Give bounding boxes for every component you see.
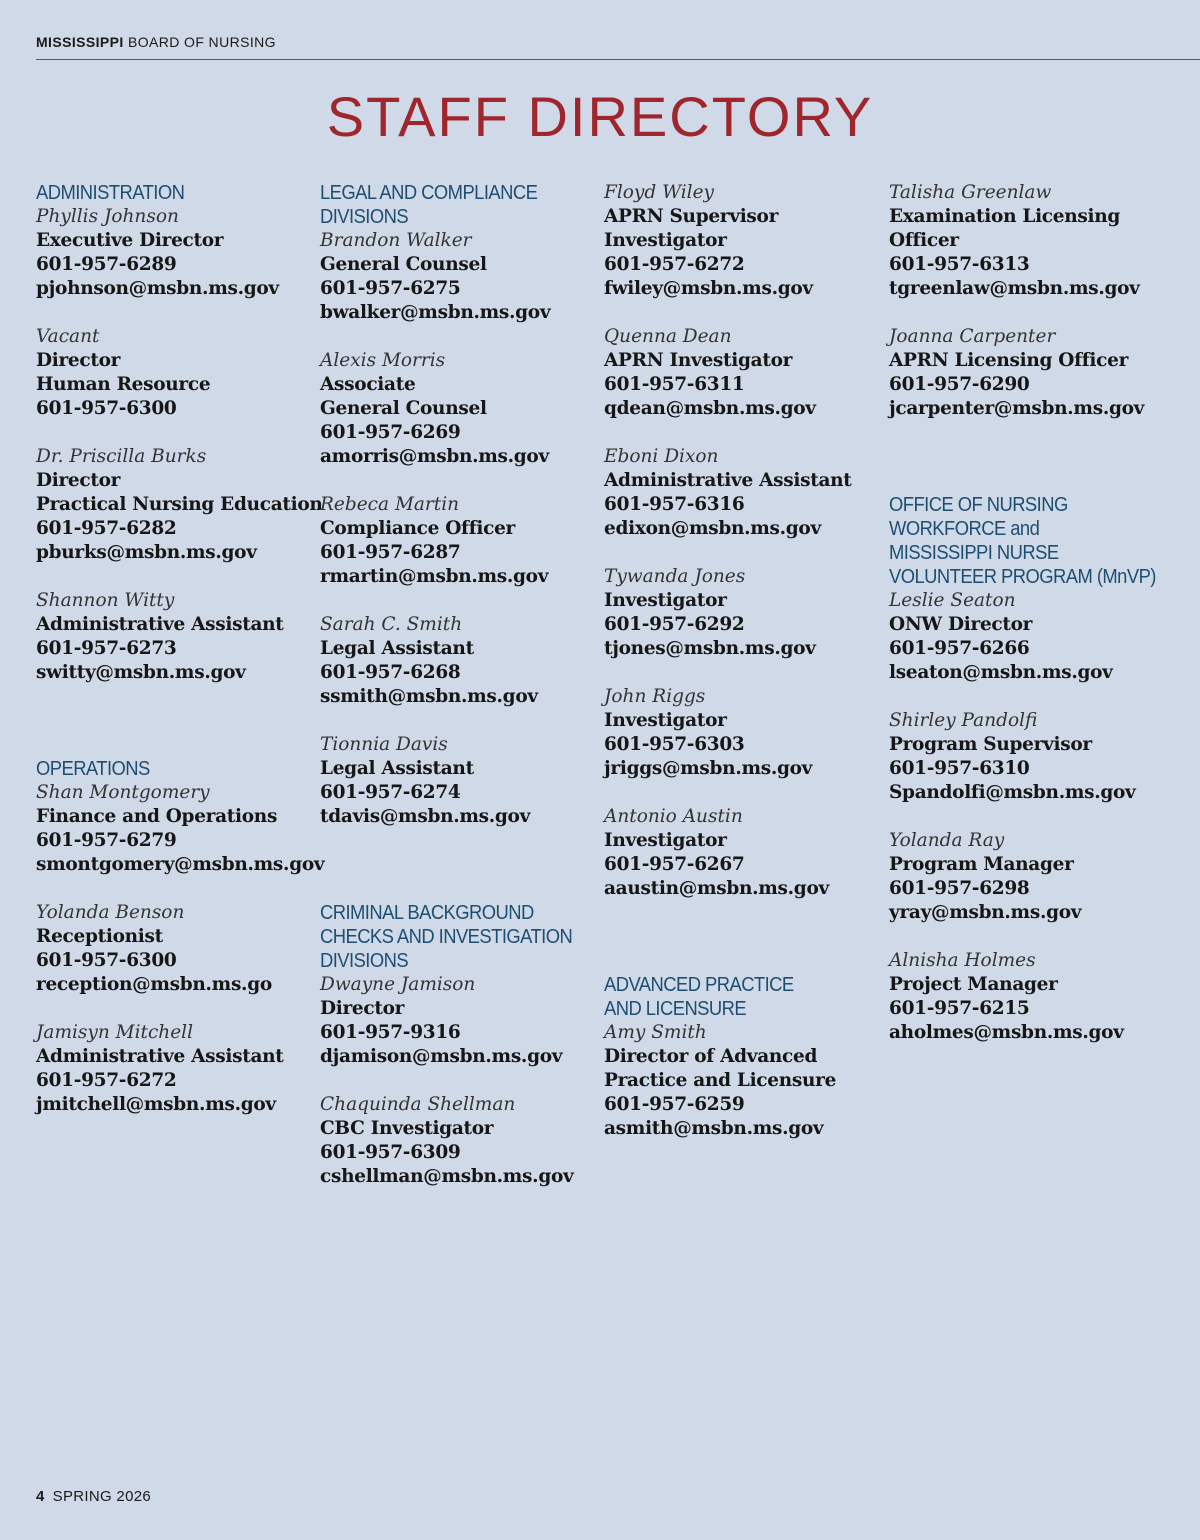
staff-phone: 601-957-6309 (320, 1142, 461, 1163)
staff-name: Yolanda Ray (889, 830, 1005, 851)
staff-name: Quenna Dean (604, 326, 732, 347)
staff-entry (604, 685, 894, 781)
directory-column-4 (889, 181, 1189, 1069)
staff-email-link[interactable]: cshellman@msbn.ms.gov (320, 1166, 574, 1187)
staff-title: Practical Nursing Education (36, 494, 323, 515)
staff-name: Leslie Seaton (889, 590, 1016, 611)
staff-email-link[interactable]: amorris@msbn.ms.gov (320, 446, 549, 467)
staff-title: Director (320, 998, 405, 1019)
staff-entry (889, 589, 1189, 685)
staff-title: Investigator (604, 590, 727, 611)
header-subtitle: BOARD OF NURSING (127, 34, 276, 50)
section-heading: ADMINISTRATION (36, 182, 185, 204)
staff-title: Officer (889, 230, 959, 251)
staff-name: Brandon Walker (320, 230, 472, 251)
section-spacer (320, 853, 610, 901)
staff-phone: 601-957-6273 (36, 638, 177, 659)
staff-phone: 601-957-6300 (36, 398, 177, 419)
staff-entry (604, 805, 894, 901)
section-heading: AND LICENSURE (604, 998, 747, 1020)
staff-title: Associate (320, 374, 416, 395)
staff-phone: 601-957-6282 (36, 518, 177, 539)
staff-title: Project Manager (889, 974, 1058, 995)
header-brand: MISSISSIPPI (36, 34, 124, 50)
staff-entry (36, 781, 326, 877)
staff-entry (889, 709, 1189, 805)
staff-email-link[interactable]: pburks@msbn.ms.gov (36, 542, 257, 563)
staff-phone: 601-957-6287 (320, 542, 461, 563)
staff-name: Antonio Austin (604, 806, 743, 827)
staff-name: Floyd Wiley (604, 182, 714, 203)
page-number: 4 (36, 1488, 45, 1505)
staff-title: CBC Investigator (320, 1118, 494, 1139)
staff-entry (36, 589, 326, 685)
staff-entry (320, 613, 610, 709)
staff-name: Joanna Carpenter (889, 326, 1056, 347)
directory-column-3 (604, 181, 894, 1165)
staff-title: Director of Advanced (604, 1046, 818, 1067)
staff-name: Tionnia Davis (320, 734, 448, 755)
staff-email-link[interactable]: tjones@msbn.ms.gov (604, 638, 816, 659)
staff-entry (604, 181, 894, 301)
staff-email-link[interactable]: djamison@msbn.ms.gov (320, 1046, 563, 1067)
staff-title: Investigator (604, 830, 727, 851)
staff-title: ONW Director (889, 614, 1033, 635)
section-heading: OPERATIONS (36, 758, 150, 780)
staff-entry (36, 325, 326, 421)
staff-email-link[interactable]: jcarpenter@msbn.ms.gov (889, 398, 1145, 419)
section-heading: DIVISIONS (320, 206, 409, 228)
staff-phone: 601-957-6303 (604, 734, 745, 755)
section-heading: WORKFORCE and (889, 518, 1040, 540)
staff-entry (889, 325, 1189, 421)
staff-email-link[interactable]: lseaton@msbn.ms.gov (889, 662, 1113, 683)
staff-entry (36, 205, 326, 301)
staff-name: Shannon Witty (36, 590, 175, 611)
staff-name: Jamisyn Mitchell (36, 1022, 193, 1043)
section-heading: ADVANCED PRACTICE (604, 974, 794, 996)
staff-title: Director (36, 470, 121, 491)
staff-phone: 601-957-6215 (889, 998, 1030, 1019)
staff-phone: 601-957-6292 (604, 614, 745, 635)
staff-phone: 601-957-6266 (889, 638, 1030, 659)
staff-name: Dwayne Jamison (320, 974, 476, 995)
issue-label: SPRING 2026 (52, 1488, 152, 1505)
staff-email-link[interactable]: qdean@msbn.ms.gov (604, 398, 816, 419)
staff-email-link[interactable]: aaustin@msbn.ms.gov (604, 878, 829, 899)
staff-name: Phyllis Johnson (36, 206, 179, 227)
directory-column-1 (36, 181, 326, 1141)
staff-title: Program Manager (889, 854, 1074, 875)
staff-title: Compliance Officer (320, 518, 515, 539)
staff-title: Legal Assistant (320, 758, 474, 779)
staff-title: Administrative Assistant (36, 1046, 284, 1067)
staff-title: APRN Investigator (604, 350, 793, 371)
staff-phone: 601-957-6269 (320, 422, 461, 443)
staff-phone: 601-957-6316 (604, 494, 745, 515)
staff-email-link[interactable]: aholmes@msbn.ms.gov (889, 1022, 1124, 1043)
staff-email-link[interactable]: jriggs@msbn.ms.gov (604, 758, 813, 779)
staff-email-link[interactable]: jmitchell@msbn.ms.gov (36, 1094, 276, 1115)
staff-name: Amy Smith (604, 1022, 707, 1043)
section-heading: DIVISIONS (320, 950, 409, 972)
staff-title: Examination Licensing (889, 206, 1121, 227)
staff-title: APRN Supervisor (604, 206, 779, 227)
staff-email-link[interactable]: smontgomery@msbn.ms.gov (36, 854, 325, 875)
staff-phone: 601-957-6272 (36, 1070, 177, 1091)
staff-phone: 601-957-6298 (889, 878, 1030, 899)
staff-name: Alexis Morris (320, 350, 446, 371)
staff-title: Executive Director (36, 230, 224, 251)
staff-email-link[interactable]: bwalker@msbn.ms.gov (320, 302, 551, 323)
staff-title: Administrative Assistant (36, 614, 284, 635)
directory-column-2 (320, 181, 610, 1213)
section-heading: CHECKS AND INVESTIGATION (320, 926, 573, 948)
staff-entry (889, 181, 1189, 301)
staff-name: Shirley Pandolfi (889, 710, 1038, 731)
staff-entry (320, 1093, 610, 1189)
staff-name: John Riggs (604, 686, 706, 707)
section-heading: OFFICE OF NURSING (889, 494, 1068, 516)
staff-entry (889, 829, 1189, 925)
page-header (36, 34, 1200, 60)
staff-name: Alnisha Holmes (889, 950, 1036, 971)
staff-title: General Counsel (320, 398, 487, 419)
staff-email-link[interactable]: reception@msbn.ms.go (36, 974, 272, 995)
staff-entry (604, 445, 894, 541)
staff-phone: 601-957-6267 (604, 854, 745, 875)
section-spacer (604, 925, 894, 973)
staff-entry (604, 1021, 894, 1141)
staff-name: Dr. Priscilla Burks (36, 446, 207, 467)
staff-phone: 601-957-6310 (889, 758, 1030, 779)
staff-title: Human Resource (36, 374, 211, 395)
staff-entry (36, 901, 326, 997)
page-title: STAFF DIRECTORY (326, 85, 874, 148)
staff-phone: 601-957-6313 (889, 254, 1030, 275)
section-spacer (36, 709, 326, 757)
staff-title: Practice and Licensure (604, 1070, 837, 1091)
staff-entry (320, 973, 610, 1069)
section-heading: CRIMINAL BACKGROUND (320, 902, 534, 924)
staff-title: Program Supervisor (889, 734, 1092, 755)
staff-phone: 601-957-6300 (36, 950, 177, 971)
staff-name: Shan Montgomery (36, 782, 210, 803)
section-heading: MISSISSIPPI NURSE (889, 542, 1059, 564)
staff-email-link[interactable]: Spandolfi@msbn.ms.gov (889, 782, 1136, 803)
staff-name: Eboni Dixon (604, 446, 719, 467)
staff-phone: 601-957-9316 (320, 1022, 461, 1043)
staff-name: Yolanda Benson (36, 902, 185, 923)
staff-entry (604, 325, 894, 421)
staff-phone: 601-957-6290 (889, 374, 1030, 395)
staff-title: Director (36, 350, 121, 371)
page-footer (36, 1488, 151, 1505)
staff-email-link[interactable]: rmartin@msbn.ms.gov (320, 566, 549, 587)
staff-name: Tywanda Jones (604, 566, 746, 587)
staff-title: Investigator (604, 710, 727, 731)
staff-phone: 601-957-6268 (320, 662, 461, 683)
staff-title: Investigator (604, 230, 727, 251)
staff-email-link[interactable]: tdavis@msbn.ms.gov (320, 806, 531, 827)
staff-title: Receptionist (36, 926, 163, 947)
staff-email-link[interactable]: tgreenlaw@msbn.ms.gov (889, 278, 1140, 299)
staff-entry (320, 229, 610, 325)
staff-phone: 601-957-6279 (36, 830, 177, 851)
section-heading: VOLUNTEER PROGRAM (MnVP) (889, 566, 1156, 588)
staff-phone: 601-957-6311 (604, 374, 745, 395)
staff-phone: 601-957-6275 (320, 278, 461, 299)
staff-title: Legal Assistant (320, 638, 474, 659)
section-spacer (889, 445, 1189, 493)
staff-entry (36, 445, 326, 565)
staff-title: Finance and Operations (36, 806, 278, 827)
staff-entry (604, 565, 894, 661)
staff-title: General Counsel (320, 254, 487, 275)
staff-email-link[interactable]: fwiley@msbn.ms.gov (604, 278, 813, 299)
staff-title: Administrative Assistant (604, 470, 852, 491)
staff-entry (320, 493, 610, 589)
staff-name: Vacant (36, 326, 100, 347)
staff-entry (36, 1021, 326, 1117)
staff-email-link[interactable]: ssmith@msbn.ms.gov (320, 686, 538, 707)
staff-email-link[interactable]: edixon@msbn.ms.gov (604, 518, 821, 539)
staff-name: Rebeca Martin (320, 494, 460, 515)
staff-name: Chaquinda Shellman (320, 1094, 516, 1115)
staff-entry (320, 349, 610, 469)
staff-email-link[interactable]: switty@msbn.ms.gov (36, 662, 246, 683)
staff-phone: 601-957-6289 (36, 254, 177, 275)
staff-name: Talisha Greenlaw (889, 182, 1052, 203)
staff-phone: 601-957-6274 (320, 782, 461, 803)
section-heading: LEGAL AND COMPLIANCE (320, 182, 538, 204)
staff-title: APRN Licensing Officer (889, 350, 1129, 371)
staff-phone: 601-957-6272 (604, 254, 745, 275)
staff-entry (320, 733, 610, 829)
staff-phone: 601-957-6259 (604, 1094, 745, 1115)
staff-email-link[interactable]: yray@msbn.ms.gov (889, 902, 1082, 923)
staff-email-link[interactable]: pjohnson@msbn.ms.gov (36, 278, 279, 299)
staff-entry (889, 949, 1189, 1045)
staff-name: Sarah C. Smith (320, 614, 463, 635)
staff-email-link[interactable]: asmith@msbn.ms.gov (604, 1118, 824, 1139)
